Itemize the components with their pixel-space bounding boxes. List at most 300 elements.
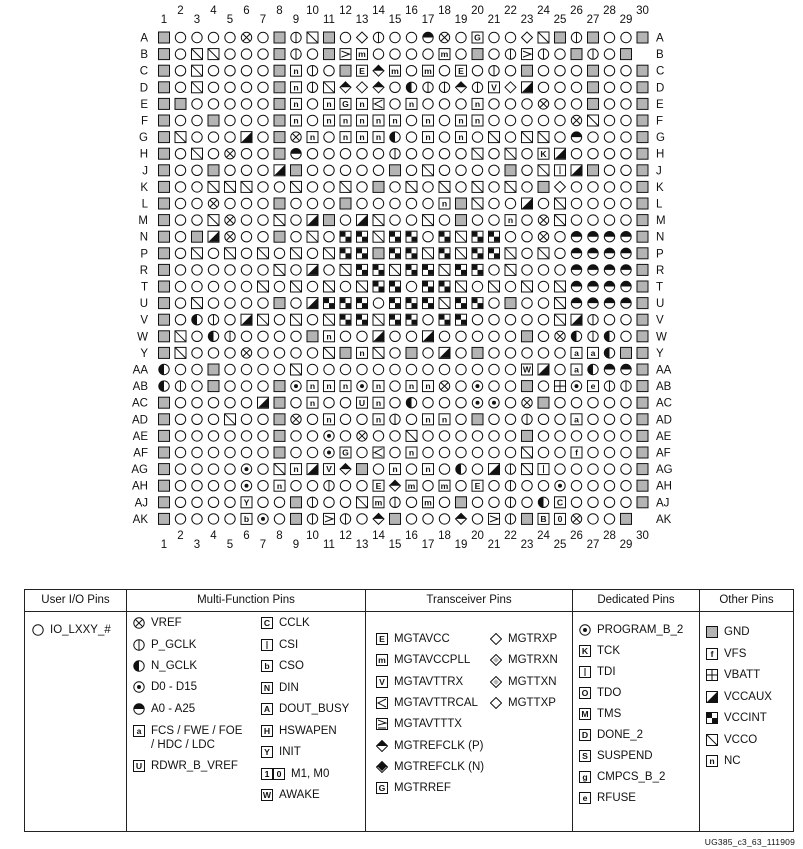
pin xyxy=(456,248,467,259)
pin xyxy=(505,264,516,275)
svg-text:m: m xyxy=(407,480,416,491)
pin xyxy=(406,514,416,524)
pin xyxy=(324,66,334,76)
pin xyxy=(390,182,400,192)
col-label-bottom: 9 xyxy=(292,539,300,551)
pin xyxy=(340,82,351,93)
pin xyxy=(522,248,532,258)
svg-text:n: n xyxy=(309,397,316,408)
pin xyxy=(241,99,251,109)
pin xyxy=(456,398,466,408)
pin xyxy=(159,148,170,159)
pin xyxy=(274,514,284,524)
pin xyxy=(175,364,185,374)
legend-symbol-icon xyxy=(133,660,145,672)
row-label-left: J xyxy=(142,165,148,178)
pin xyxy=(159,347,170,358)
pin xyxy=(571,331,581,341)
legend-label: M1, M0 xyxy=(291,767,330,780)
legend-symbol-icon xyxy=(133,725,145,737)
pin xyxy=(456,364,466,374)
row-label-left: AA xyxy=(132,364,148,377)
svg-text:n: n xyxy=(425,464,431,475)
pin xyxy=(225,447,235,457)
pin xyxy=(241,132,252,143)
legend-symbol-icon xyxy=(490,633,502,645)
col-label-bottom: 23 xyxy=(520,539,534,551)
pin xyxy=(439,215,449,225)
pin xyxy=(175,198,185,208)
svg-text:a: a xyxy=(574,414,579,425)
svg-text:n: n xyxy=(309,132,316,143)
pin xyxy=(423,165,434,176)
legend-symbol-icon xyxy=(376,654,388,666)
svg-text:n: n xyxy=(375,115,382,126)
pin xyxy=(258,414,268,424)
pin xyxy=(307,149,317,159)
legend-label: CMPCS_B_2 xyxy=(597,771,666,783)
legend-item xyxy=(706,690,772,704)
pin xyxy=(291,281,302,292)
pin xyxy=(489,431,499,441)
pin xyxy=(406,66,416,76)
legend-label: DONE_2 xyxy=(597,729,644,741)
pin xyxy=(439,298,450,309)
svg-text:n: n xyxy=(474,99,481,110)
pin xyxy=(522,447,533,458)
pin xyxy=(324,414,335,425)
pin xyxy=(505,298,516,309)
pin xyxy=(208,248,218,258)
pin xyxy=(291,497,302,508)
pin xyxy=(159,414,170,425)
pin xyxy=(637,298,648,309)
svg-text:n: n xyxy=(293,65,299,76)
pin xyxy=(357,182,367,192)
legend-symbol-icon xyxy=(376,676,388,688)
pin xyxy=(373,98,384,109)
svg-text:b: b xyxy=(243,514,250,525)
pin xyxy=(588,298,598,308)
pin xyxy=(390,65,401,76)
pin xyxy=(423,248,434,259)
pin xyxy=(274,148,285,159)
pin xyxy=(225,265,235,275)
pin xyxy=(324,464,335,475)
pin xyxy=(175,331,186,342)
pin xyxy=(291,165,302,176)
pin xyxy=(588,447,598,457)
pin xyxy=(439,347,450,358)
pin xyxy=(588,464,598,474)
legend-item xyxy=(261,616,310,630)
pin xyxy=(423,514,433,524)
col-label-bottom: 7 xyxy=(259,539,267,551)
legend-symbol-icon xyxy=(133,681,145,693)
row-label-right: AA xyxy=(656,364,672,377)
col-label-top: 7 xyxy=(259,14,267,26)
svg-text:A: A xyxy=(263,704,271,715)
row-label-right: C xyxy=(656,65,665,78)
pin xyxy=(307,464,318,475)
pin xyxy=(555,331,565,341)
pin xyxy=(324,198,334,208)
pin xyxy=(538,315,548,325)
svg-text:n: n xyxy=(359,348,365,359)
pin xyxy=(604,198,614,208)
pin xyxy=(258,198,268,208)
pin xyxy=(274,331,284,341)
pin xyxy=(423,381,434,392)
pin xyxy=(357,264,368,275)
row-label-left: H xyxy=(139,148,148,161)
legend-label: VCCO xyxy=(724,733,758,746)
pin xyxy=(472,298,483,309)
pin xyxy=(489,281,500,292)
legend-label: VCCINT xyxy=(724,712,767,724)
pin xyxy=(159,165,170,176)
pin xyxy=(340,49,351,60)
pin xyxy=(555,115,565,125)
pin xyxy=(637,414,648,425)
pin xyxy=(373,464,383,474)
pin xyxy=(208,215,219,226)
pin xyxy=(637,215,648,226)
row-label-right: AF xyxy=(656,447,671,460)
pin xyxy=(324,149,334,159)
pin xyxy=(604,414,614,424)
pin xyxy=(637,98,648,109)
pin xyxy=(291,298,301,308)
pin xyxy=(604,182,614,192)
row-label-left: U xyxy=(139,298,148,311)
col-label-top: 11 xyxy=(323,14,335,26)
pin xyxy=(423,49,433,59)
pin xyxy=(373,513,384,524)
legend-label: MGTRREF xyxy=(394,782,451,795)
svg-text:n: n xyxy=(359,132,365,143)
col-label-top: 25 xyxy=(553,14,567,26)
pin xyxy=(241,66,251,76)
legend-item xyxy=(579,686,621,700)
svg-text:0: 0 xyxy=(276,768,282,779)
pin xyxy=(439,414,450,425)
pin xyxy=(456,314,467,325)
pin xyxy=(175,481,185,491)
pin xyxy=(522,364,533,375)
pin xyxy=(159,248,170,259)
pin xyxy=(324,32,335,43)
pin xyxy=(307,248,317,258)
col-label-top: 15 xyxy=(388,14,402,26)
legend-symbol-icon xyxy=(579,729,591,741)
pin xyxy=(637,447,648,458)
pin xyxy=(423,364,433,374)
pin xyxy=(621,215,631,225)
legend-label: MGTREFCLK (N) xyxy=(394,760,485,773)
legend-symbol-icon xyxy=(579,792,591,804)
svg-text:K: K xyxy=(581,646,589,657)
pin xyxy=(307,182,317,192)
pin xyxy=(621,281,631,291)
col-label-top: 9 xyxy=(292,14,300,26)
pin xyxy=(555,398,565,408)
pin xyxy=(489,381,499,391)
legend-symbol-icon xyxy=(706,691,718,703)
legend-transceiver xyxy=(366,590,573,831)
pin xyxy=(159,314,170,325)
pin xyxy=(291,381,301,391)
pin xyxy=(208,331,218,341)
pin xyxy=(637,65,648,76)
svg-text:G: G xyxy=(378,783,386,794)
pin xyxy=(406,215,416,225)
pin xyxy=(159,447,170,458)
pin xyxy=(192,364,202,374)
row-label-left: A xyxy=(140,32,148,45)
pin xyxy=(373,314,384,325)
pin xyxy=(588,149,598,159)
pin xyxy=(175,281,185,291)
pin xyxy=(439,447,449,457)
pin xyxy=(571,298,581,308)
pin xyxy=(274,364,284,374)
pin xyxy=(505,165,516,176)
pin xyxy=(489,464,500,475)
pin xyxy=(621,364,631,374)
legend-label: VBATT xyxy=(724,669,761,681)
pin xyxy=(456,414,466,424)
pin xyxy=(340,32,350,42)
svg-text:f: f xyxy=(710,648,714,659)
pin xyxy=(588,364,598,374)
legend-item xyxy=(579,665,616,679)
pin xyxy=(192,414,202,424)
pin xyxy=(538,49,548,59)
pin xyxy=(406,298,417,309)
legend-item xyxy=(706,711,767,725)
pin xyxy=(357,248,368,259)
pin xyxy=(159,464,170,475)
pin xyxy=(588,132,598,142)
pin xyxy=(192,65,203,76)
pin xyxy=(522,430,533,441)
pin xyxy=(357,331,367,341)
pin xyxy=(225,215,235,225)
pin xyxy=(324,497,334,507)
pin xyxy=(423,149,433,159)
pin xyxy=(522,281,533,292)
svg-text:n: n xyxy=(458,115,464,126)
pin xyxy=(555,232,565,242)
pin xyxy=(324,447,334,457)
pin xyxy=(258,281,269,292)
legend-item xyxy=(490,632,557,646)
pin xyxy=(522,49,533,60)
pin xyxy=(357,215,368,226)
pin xyxy=(340,264,351,275)
legend-symbol-icon xyxy=(133,639,145,651)
pin xyxy=(307,298,318,309)
svg-text:n: n xyxy=(293,82,299,93)
pin xyxy=(505,181,516,192)
col-label-top: 2 xyxy=(177,5,184,17)
pin xyxy=(555,414,565,424)
pin xyxy=(175,132,186,143)
svg-text:n: n xyxy=(375,414,382,425)
col-label-bottom: 17 xyxy=(421,539,435,551)
pin xyxy=(538,481,548,491)
pin xyxy=(241,198,251,208)
legend-label: CCLK xyxy=(279,617,310,629)
pin xyxy=(472,181,483,192)
pin xyxy=(324,281,335,292)
pin xyxy=(307,514,317,524)
pin xyxy=(258,447,268,457)
pin xyxy=(489,82,500,93)
pin xyxy=(472,231,483,242)
pin xyxy=(489,149,499,159)
pin xyxy=(291,348,301,358)
pin xyxy=(159,513,170,524)
pin xyxy=(340,115,351,126)
pin xyxy=(225,514,235,524)
pin xyxy=(621,248,631,258)
pin xyxy=(604,331,614,341)
svg-text:n: n xyxy=(326,331,332,342)
svg-text:n: n xyxy=(408,447,415,458)
pin xyxy=(390,165,401,176)
pin xyxy=(621,481,631,491)
pin xyxy=(588,265,598,275)
pin xyxy=(555,497,566,508)
pin xyxy=(456,32,466,42)
legend-label: MGTAVTTRX xyxy=(394,675,464,688)
pin xyxy=(538,431,548,441)
pin xyxy=(423,464,434,475)
pin xyxy=(406,497,416,507)
pin xyxy=(406,430,417,441)
pin xyxy=(621,82,631,92)
pin xyxy=(406,82,416,92)
pin xyxy=(489,497,499,507)
pin xyxy=(241,497,252,508)
svg-text:m: m xyxy=(440,49,449,60)
svg-text:S: S xyxy=(582,751,588,762)
pin xyxy=(621,149,631,159)
pin xyxy=(489,513,500,524)
pin xyxy=(307,481,317,491)
pin xyxy=(505,381,515,391)
pin xyxy=(621,182,631,192)
legend-label: TDI xyxy=(597,666,616,678)
pin xyxy=(175,215,185,225)
pin xyxy=(241,331,251,341)
pin xyxy=(489,315,499,325)
pin xyxy=(258,32,268,42)
pin xyxy=(258,82,268,92)
col-label-bottom: 6 xyxy=(243,530,250,542)
pin xyxy=(621,298,631,308)
pin xyxy=(307,431,317,441)
pin xyxy=(324,98,335,109)
pin xyxy=(406,364,416,374)
pin xyxy=(505,132,515,142)
pin xyxy=(291,265,301,275)
legend-item xyxy=(706,668,760,682)
legend-item xyxy=(579,644,620,658)
pin xyxy=(307,281,317,291)
pin xyxy=(472,480,483,491)
pin xyxy=(439,514,449,524)
col-label-bottom: 5 xyxy=(226,539,234,551)
pin xyxy=(621,331,631,341)
pin xyxy=(538,281,548,291)
pin xyxy=(373,115,384,126)
pin xyxy=(307,66,317,76)
pin xyxy=(258,397,269,408)
pin xyxy=(291,331,301,341)
pin xyxy=(588,182,598,192)
pin xyxy=(522,348,532,358)
pin xyxy=(588,231,598,241)
legend-label: MGTAVTTRCAL xyxy=(394,696,478,709)
pin xyxy=(175,149,185,159)
legend-item xyxy=(261,702,349,716)
row-label-right: P xyxy=(656,248,664,261)
pin xyxy=(390,464,401,475)
legend-label: MGTTXP xyxy=(508,696,556,709)
pin xyxy=(175,248,185,258)
legend-label: TCK xyxy=(597,645,620,657)
pin xyxy=(637,281,648,292)
pin xyxy=(258,298,268,308)
pin xyxy=(340,414,350,424)
pin xyxy=(373,331,384,342)
svg-text:C: C xyxy=(263,618,271,629)
pin xyxy=(538,248,549,259)
svg-text:C: C xyxy=(556,497,564,508)
pin xyxy=(258,497,268,507)
pin xyxy=(373,364,383,374)
pin xyxy=(406,49,416,59)
svg-text:m: m xyxy=(374,497,383,508)
pin xyxy=(522,481,532,491)
col-label-bottom: 4 xyxy=(210,530,217,542)
pin xyxy=(522,65,533,76)
pin xyxy=(175,447,185,457)
pin xyxy=(571,132,581,142)
pin xyxy=(390,298,401,309)
pin xyxy=(390,414,400,424)
svg-text:n: n xyxy=(709,756,715,767)
pin xyxy=(373,198,383,208)
col-label-top: 4 xyxy=(210,5,217,17)
pin xyxy=(225,248,236,259)
pin xyxy=(258,66,268,76)
pin xyxy=(472,381,482,391)
svg-text:W: W xyxy=(522,364,532,375)
pin xyxy=(357,65,368,76)
pin xyxy=(340,181,351,192)
legend-label: DIN xyxy=(279,681,299,694)
pin xyxy=(390,281,401,292)
pin xyxy=(241,381,251,391)
pin xyxy=(225,464,235,474)
row-label-left: C xyxy=(139,65,148,78)
pin xyxy=(175,82,185,92)
pin xyxy=(456,281,467,292)
